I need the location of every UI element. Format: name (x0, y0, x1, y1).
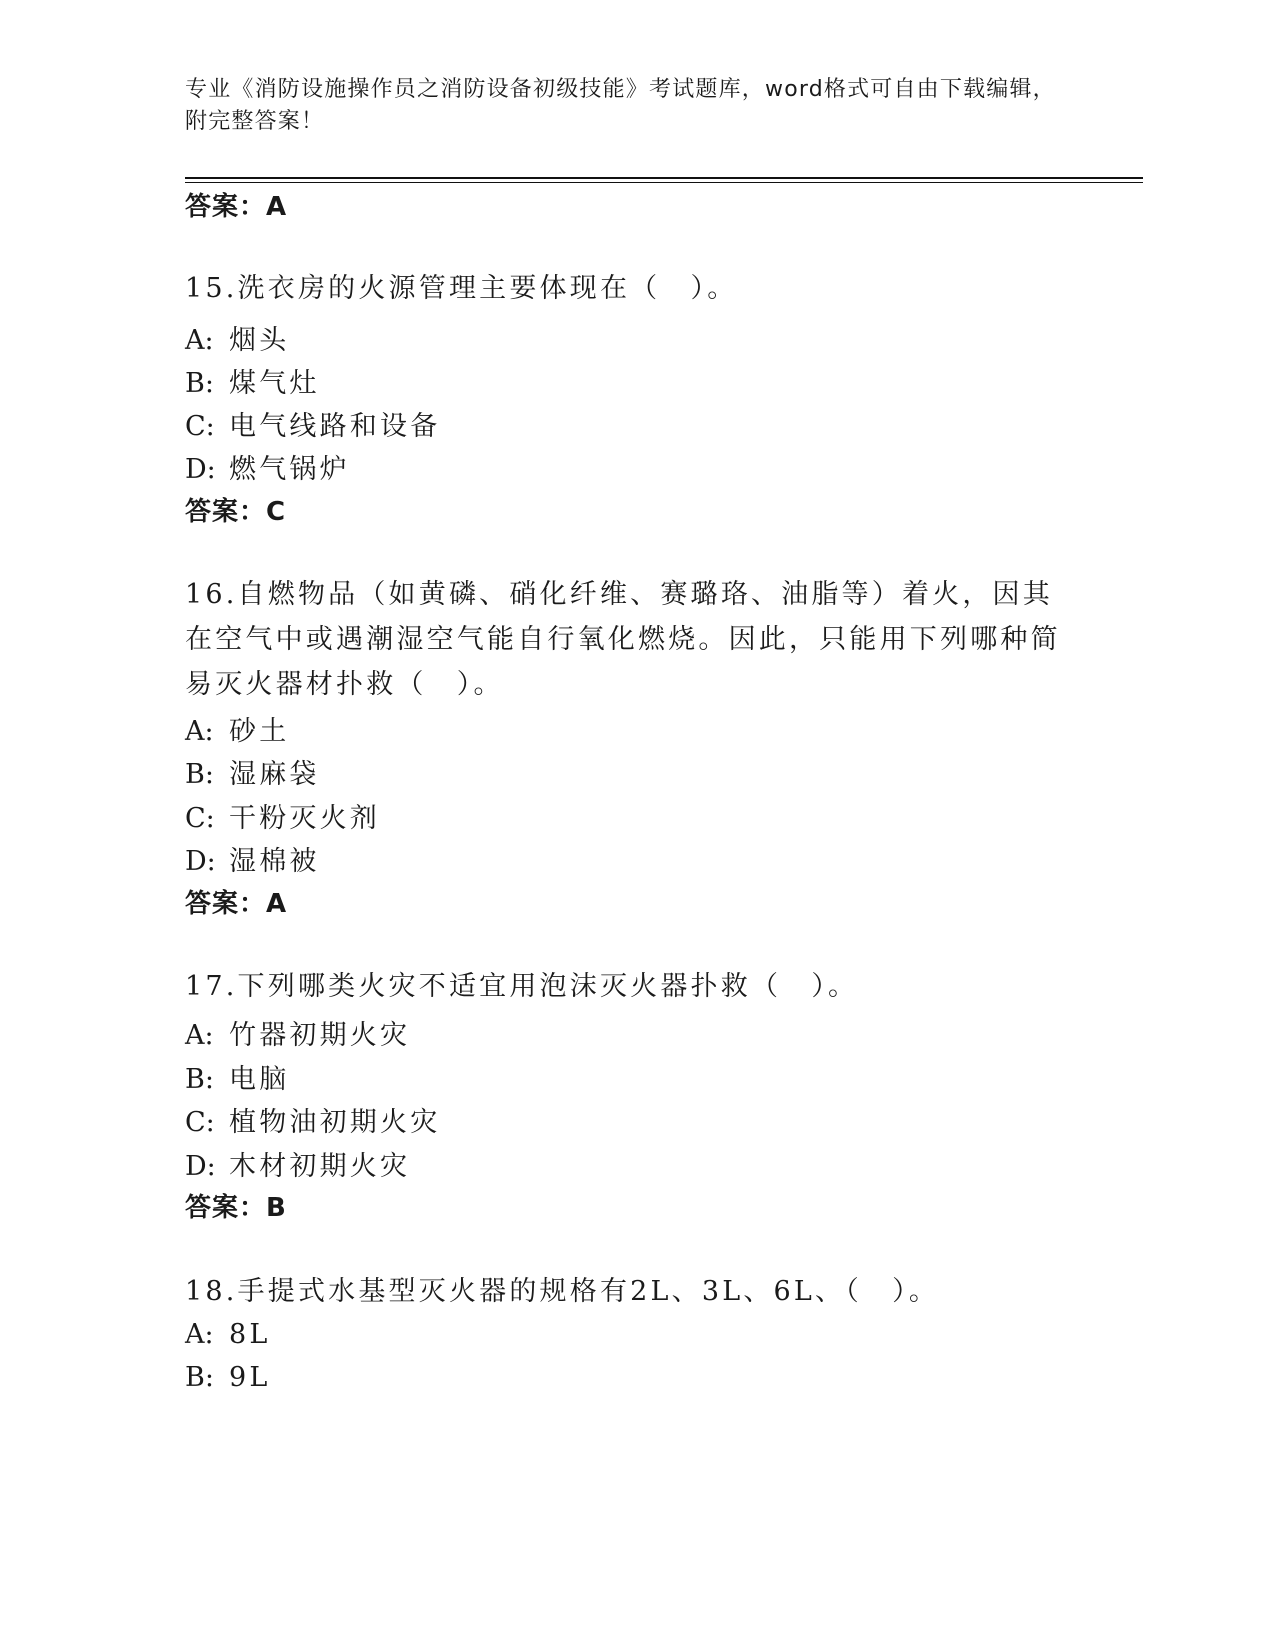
question-stem: 18.手提式水基型灭火器的规格有2L、3L、6L、（ ）。 (185, 1276, 940, 1307)
question-stem: 15.洗衣房的火源管理主要体现在（ ）。 (185, 273, 738, 304)
option-letter: B: (185, 1362, 214, 1393)
document-header: 专业《消防设施操作员之消防设备初级技能》考试题库，word格式可自由下载编辑，附完整答案！ (185, 77, 1056, 134)
option (185, 1144, 410, 1183)
question-stem: 17.下列哪类火灾不适宜用泡沫灭火器扑救（ ）。 (185, 971, 859, 1002)
option-text: 木材初期火灾 (229, 1151, 411, 1182)
answer-label: 答案： (185, 497, 267, 527)
option-letter: A: (185, 716, 214, 747)
option-text: 干粉灭火剂 (229, 803, 380, 834)
option-letter: D: (185, 846, 216, 877)
option-letter: D: (185, 1151, 216, 1182)
option-text: 8L (229, 1319, 271, 1350)
header-divider-thin (185, 182, 1143, 183)
header-divider (185, 177, 1143, 179)
option (185, 318, 289, 357)
option-text: 煤气灶 (229, 368, 320, 399)
option-text: 电脑 (229, 1064, 290, 1095)
answer-line (185, 883, 287, 920)
answer-line (185, 186, 287, 223)
option-letter: B: (185, 368, 214, 399)
option-text: 湿棉被 (229, 846, 320, 877)
option-text: 9L (229, 1362, 271, 1393)
option (185, 1319, 271, 1350)
option-letter: C: (185, 803, 215, 834)
answer-value: A (266, 192, 288, 222)
option-letter: A: (185, 1020, 214, 1051)
option-letter: C: (185, 411, 215, 442)
answer-label: 答案： (185, 889, 267, 919)
answer-value: C (266, 497, 287, 527)
option (185, 1100, 440, 1139)
option (185, 709, 289, 748)
option (185, 404, 440, 443)
option (185, 1057, 289, 1096)
option-letter: C: (185, 1107, 215, 1138)
option (185, 447, 350, 486)
answer-value: B (266, 1193, 287, 1223)
option-text: 烟头 (229, 325, 290, 356)
option (185, 1013, 410, 1052)
option-text: 湿麻袋 (229, 759, 320, 790)
option (185, 839, 320, 878)
question-stem: 16.自燃物品（如黄磷、硝化纤维、赛璐珞、油脂等）着火，因其在空气中或遇潮湿空气能自行氧化燃烧。因此，只能用下列哪种简易灭火器材扑救（ ）。 (185, 579, 1061, 700)
option-text: 电气线路和设备 (229, 411, 441, 442)
option-text: 砂土 (229, 716, 290, 747)
option (185, 752, 320, 791)
option-text: 植物油初期火灾 (229, 1107, 441, 1138)
option-letter: B: (185, 1064, 214, 1095)
option-letter: A: (185, 325, 214, 356)
option-letter: A: (185, 1319, 214, 1350)
option-letter: B: (185, 759, 214, 790)
option (185, 1362, 271, 1393)
answer-line (185, 1187, 287, 1224)
option (185, 361, 320, 400)
option-letter: D: (185, 454, 216, 485)
option (185, 796, 380, 835)
answer-line (185, 491, 286, 528)
option-text: 燃气锅炉 (229, 454, 350, 485)
option-text: 竹器初期火灾 (229, 1020, 411, 1051)
answer-label: 答案： (185, 192, 267, 222)
answer-label: 答案： (185, 1193, 267, 1223)
answer-value: A (266, 889, 288, 919)
